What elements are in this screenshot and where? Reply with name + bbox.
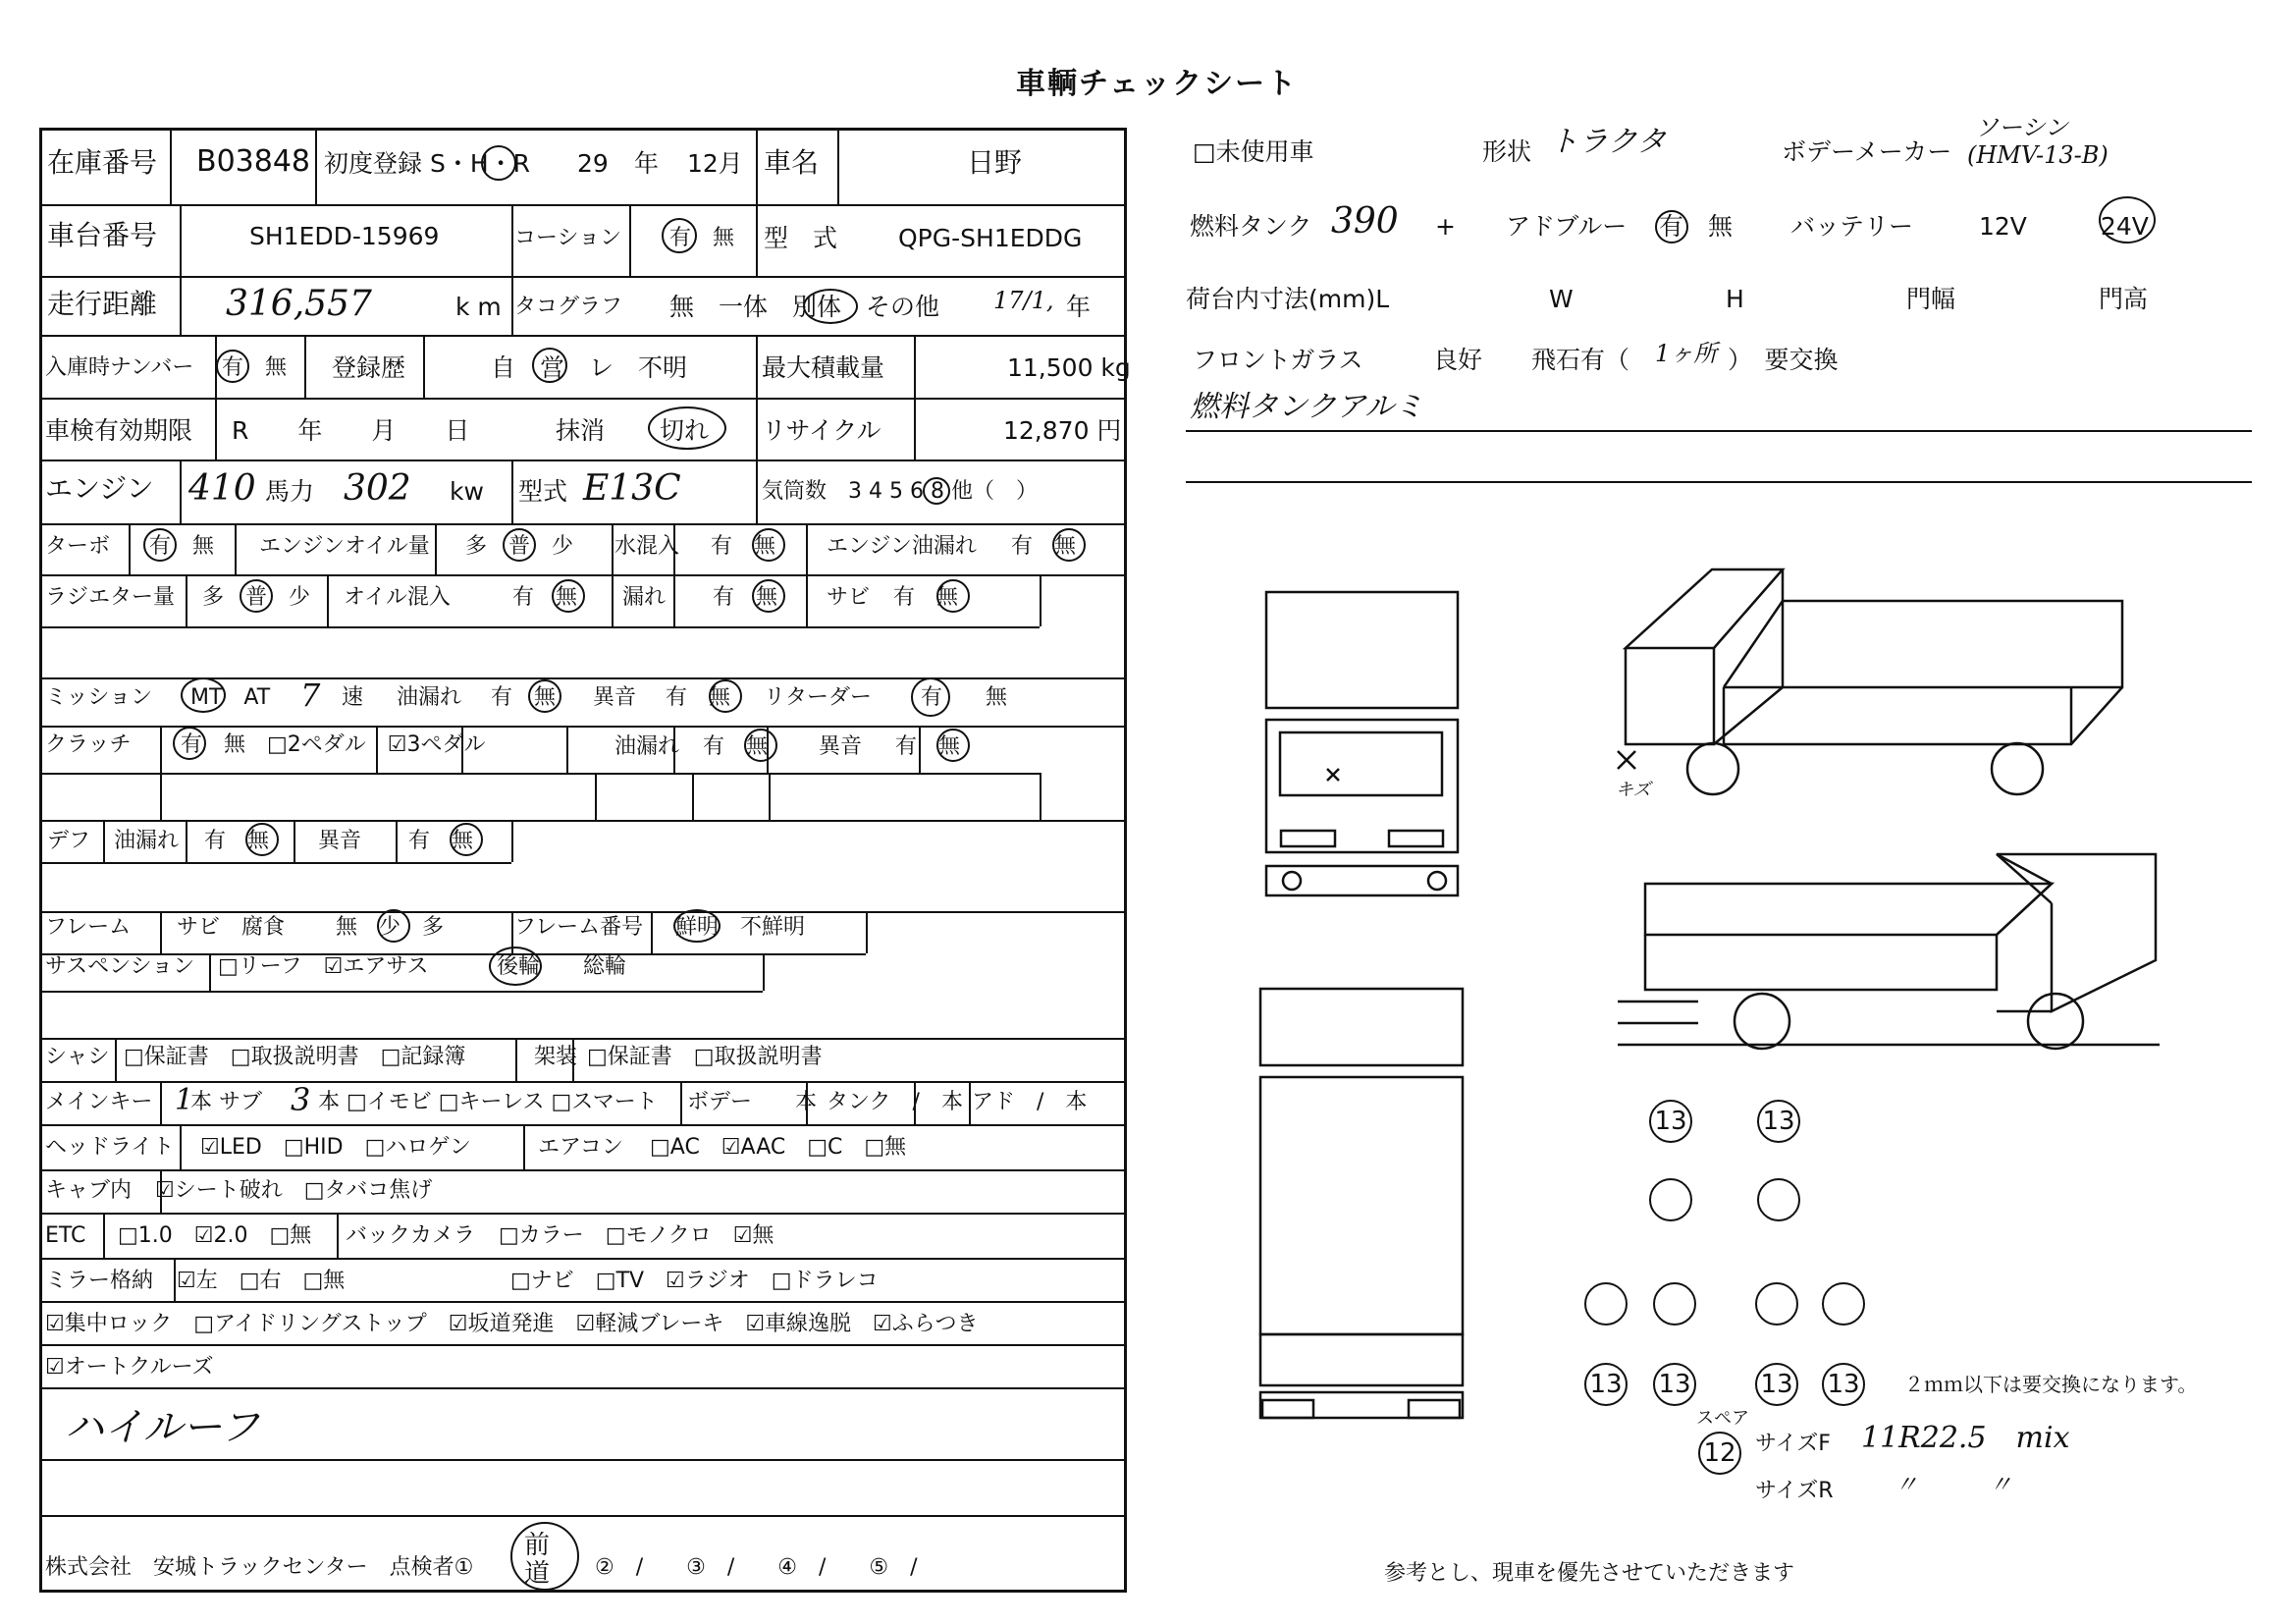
fuel-tank-label: 燃料タンク [1190,212,1312,241]
windshield-label: フロントガラス [1193,346,1363,374]
size-front-label: サイズF [1755,1432,1831,1456]
tire-rear2-outer-right: 13 [1822,1363,1865,1406]
kw-unit: kw [450,477,484,506]
gate-height: 門高 [2099,285,2149,313]
max-load-value: 11,500 kg [1007,353,1131,382]
etc-label: ETC [45,1223,86,1248]
engine-leak-label: エンジン油漏れ [827,534,977,559]
model-label: 型 式 [764,224,838,252]
cruise-option: ☑オートクルーズ [45,1355,214,1380]
frame-label: フレーム [45,915,132,940]
suspension-label: サスペンション [45,954,195,979]
mileage-value: 316,557 [226,284,372,324]
clutch-leak-label: 油漏れ [614,734,680,759]
windshield-options: 良好 飛石有（ [1433,346,1630,374]
bed-dims-label: 荷台内寸法(mm)L [1186,285,1390,313]
engine-model-value: E13C [583,468,681,509]
windshield-close: ） 要交換 [1728,346,1839,374]
headlight-label: ヘッドライト [45,1135,175,1160]
stock-label: 在庫番号 [47,146,158,179]
mission-noise-label: 異音 [593,685,637,710]
stock-number: B03848 [196,144,311,179]
tire-rear1-outer-left [1584,1282,1628,1326]
oil-mix-options: 有 無 [512,585,578,610]
plate-label: 入庫時ナンバー [45,355,194,380]
reg-month: 12月 [687,149,743,178]
battery-label: バッテリー [1790,212,1914,241]
note-handwriting: 燃料タンクアルミ [1190,390,1424,424]
tire-front-right: 13 [1757,1100,1800,1143]
expired-label: 切れ [660,416,710,445]
diff-leak-options: 有 無 [204,829,270,853]
tachograph-year-hw: 17/1, [993,287,1054,314]
tire-second-right [1757,1178,1800,1221]
camera-label: バックカメラ [346,1223,476,1248]
tire-front-left: 13 [1649,1100,1692,1143]
tachograph-year-unit: 年 [1066,293,1092,321]
mileage-unit: k m [455,293,502,321]
frame-number-label: フレーム番号 [514,915,644,940]
retarder-label: リターダー [764,685,873,710]
mission-leak-label: 油漏れ [397,685,462,710]
chassis-number: SH1EDD-15969 [249,222,440,250]
mirror-options: ☑左 □右 □無 [177,1269,346,1293]
speed-label: 速 [342,685,364,710]
tire-replace-note: ２ｍｍ以下は要交換になります。 [1904,1373,2198,1396]
bed-dims-w: W [1549,285,1574,313]
bed-dims-h: H [1726,285,1744,313]
reg-history-label: 登録歴 [332,353,406,382]
body-docs-options: □保証書 □取扱説明書 [587,1045,823,1069]
diff-noise-label: 異音 [318,829,362,853]
body-maker-value: ソーシン [1975,114,2068,141]
radiator-label: ラジエター量 [45,585,176,610]
max-load-label: 最大積載量 [762,353,885,382]
clutch-noise-options: 有 無 [895,734,961,759]
cab-options: ☑シート破れ □タバコ焦げ [155,1178,433,1203]
aircon-options: □AC ☑AAC □C □無 [650,1135,907,1160]
suspension-axle: 後輪 総輪 [497,954,627,979]
oil-mix-label: オイル混入 [344,585,451,610]
cylinders-label: 気筒数 3 4 5 6 8 他（ ） [762,479,1038,504]
spare-label: スペア [1696,1408,1749,1429]
footer-company: 株式会社 安城トラックセンター 点検者① [45,1555,474,1580]
shape-value: トラクタ [1549,125,1667,159]
inspection-label: 車検有効期限 [45,416,193,445]
engine-leak-options: 有 無 [1011,534,1077,559]
mission-noise-options: 有 無 [666,685,731,710]
key-label: メインキー [45,1090,153,1114]
key-text: 本 サブ [190,1090,262,1114]
cab-label: キャブ内 [45,1178,133,1203]
tire-rear1-inner-left [1653,1282,1696,1326]
inspector-name: 前道 [524,1531,551,1589]
rust-label: サビ [827,585,871,610]
water-label: 水混入 [614,534,680,559]
body-docs-label: 架装 [534,1045,578,1069]
kw-value: 302 [344,468,411,509]
recycle-value: 12,870 円 [1003,416,1122,445]
mission-options: MT AT [190,685,271,710]
size-front-value: 11R22.5 mix [1861,1421,2070,1455]
tank-key: タンク / 本 [827,1090,963,1114]
body-key: ボデー 本 [687,1090,818,1114]
mileage-label: 走行距離 [47,288,158,320]
turbo-label: ターボ [45,534,111,559]
body-maker-model: (HMV-13-B) [1967,141,2109,169]
plate-options: 有 無 [222,355,288,380]
car-name-label: 車名 [764,146,820,179]
rust-options: 有 無 [893,585,959,610]
chassis-docs-label: シャシ [45,1045,110,1069]
size-rear-value: 〃 〃 [1895,1471,2012,1498]
first-registration: 初度登録 S・H・R [324,149,530,178]
sheet-title: 車輌チェックシート [1016,67,1299,101]
tachograph-label: タコグラフ [514,295,623,319]
chassis-docs-options: □保証書 □取扱説明書 □記録簿 [124,1045,466,1069]
speed-count: 7 [300,677,321,714]
clutch-leak-options: 有 無 [703,734,769,759]
frame-rust-label: サビ 腐食 [177,915,286,940]
reg-year-unit: 年 [634,149,660,178]
key-options: 本 □イモビ □キーレス □スマート [318,1090,658,1114]
feature-options: ☑集中ロック □アイドリングストップ ☑坂道発進 ☑軽減ブレーキ ☑車線逸脱 ☑ふらつき [45,1312,979,1336]
mission-leak-options: 有 無 [491,685,557,710]
horsepower-value: 410 [188,468,256,509]
leak-label: 漏れ [622,585,667,610]
unused-vehicle: □未使用車 [1193,137,1314,166]
inspection-fields: R 年 月 日 [232,416,470,445]
car-name: 日野 [967,146,1023,179]
frame-rust-options: 無 少 多 [336,915,445,940]
reference-note: 参考とし、現車を優先させていただきます [1384,1561,1795,1586]
radiator-options: 多 普 少 [202,585,311,610]
engine-label: エンジン [45,472,154,505]
erase-label: 抹消 [556,416,606,445]
camera-options: □カラー □モノクロ ☑無 [499,1223,774,1248]
tachograph-options: 無 一体 別体 その他 [669,293,940,321]
mission-label: ミッション [45,685,153,710]
tire-rear2-inner-left: 13 [1653,1363,1696,1406]
remarks-handwriting: ハイルーフ [65,1405,259,1450]
adblue-label: アドブルー [1506,212,1628,241]
diff-leak-label: 油漏れ [114,829,180,853]
size-rear-label: サイズR [1755,1479,1834,1503]
etc-options: □1.0 ☑2.0 □無 [118,1223,312,1248]
battery-options: 12V 24V [1979,212,2149,241]
tire-rear2-outer-left: 13 [1584,1363,1628,1406]
tire-rear1-outer-right [1822,1282,1865,1326]
caution-label: コーション [514,226,622,250]
main-key-count: 1 [175,1083,194,1117]
reg-history-options: 自 営 レ 不明 [491,353,688,382]
headlight-options: ☑LED □HID □ハロゲン [200,1135,471,1160]
leak-options: 有 無 [713,585,778,610]
clutch-label: クラッチ [45,732,132,757]
shape-label: 形状 [1482,137,1532,166]
nav-options: □ナビ □TV ☑ラジオ □ドラレコ [510,1269,879,1293]
tire-rear2-inner-right: 13 [1755,1363,1798,1406]
horsepower-unit: 馬力 [265,477,315,506]
diff-label: デフ [47,829,91,853]
tire-rear1-inner-right [1755,1282,1798,1326]
reg-year: 29 [577,149,609,178]
scratch-note: キズ [1616,780,1651,800]
oil-level-options: 多 普 少 [465,534,574,559]
oil-level-label: エンジンオイル量 [259,534,430,559]
water-options: 有 無 [711,534,776,559]
fuel-tank-value: 390 [1331,201,1399,242]
diff-noise-options: 有 無 [408,829,474,853]
ad-key: アド / 本 [972,1090,1088,1114]
tire-second-left [1649,1178,1692,1221]
clutch-options: 有 無 □2ペダル ☑3ペダル [181,732,486,757]
adblue-options: 有 無 [1659,212,1734,241]
model-value: QPG-SH1EDDG [898,224,1083,252]
sub-key-count: 3 [291,1081,311,1118]
body-maker-label: ボデーメーカー [1782,137,1952,166]
aircon-label: エアコン [538,1135,623,1160]
frame-number-options: 鮮明 不鮮明 [675,915,806,940]
mirror-label: ミラー格納 [45,1269,154,1293]
turbo-options: 有 無 [149,534,215,559]
gate-width: 門幅 [1906,285,1956,313]
tire-spare: 12 [1698,1432,1741,1475]
windshield-chips: 1ヶ所 [1655,340,1718,367]
suspension-options: □リーフ ☑エアサス [218,954,429,979]
retarder-options: 有 無 [921,685,1008,710]
fuel-tank-plus: + [1435,212,1456,241]
recycle-label: リサイクル [762,416,881,445]
footer-other-inspectors: ② / ③ / ④ / ⑤ / [595,1555,918,1580]
chassis-label: 車台番号 [47,219,158,251]
clutch-noise-label: 異音 [819,734,863,759]
engine-model-label: 型式 [518,477,568,506]
caution-options: 有 無 [669,226,735,250]
